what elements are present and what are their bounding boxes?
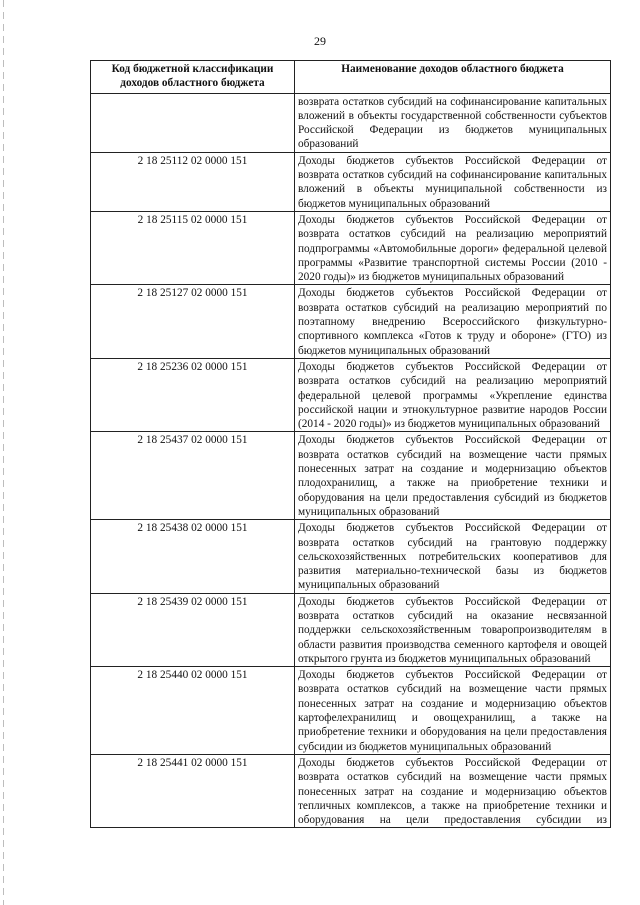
row-name: Доходы бюджетов субъектов Российской Федерации от возврата остатков субсидий на возмещение части прямых понесенных затрат на создание и модернизацию объектов картофелехранилищ и овощехранилищ, а также на приобретение техники и оборудования на цели предоставления субсидии из бюджетов муниципальных образований	[295, 667, 611, 755]
row-code: 2 18 25115 02 0000 151	[91, 211, 295, 284]
table-row	[91, 285, 611, 358]
row-name: Доходы бюджетов субъектов Российской Федерации от возврата остатков субсидий на грантовую поддержку сельскохозяйственных потребительских кооперативов для развития материально-технической базы из бюджетов муниципальных образований	[295, 520, 611, 593]
header-code: Код бюджетной классификации доходов областного бюджета	[91, 61, 295, 94]
table-row	[91, 358, 611, 431]
row-name: Доходы бюджетов субъектов Российской Федерации от возврата остатков субсидий на оказание несвязанной поддержки сельскохозяйственным товаропроизводителям в области развития производства семенного картофеля и овощей открытого грунта из бюджетов муниципальных образований	[295, 593, 611, 666]
row-name: возврата остатков субсидий на софинансирование капитальных вложений в объекты государственной собственности субъектов Российской Федерации из бюджетов муниципальных образований	[295, 93, 611, 152]
row-code: 2 18 25112 02 0000 151	[91, 152, 295, 211]
row-code: 2 18 25441 02 0000 151	[91, 754, 295, 827]
row-name: Доходы бюджетов субъектов Российской Федерации от возврата остатков субсидий на софинансирование капитальных вложений в объекты муниципальной собственности из бюджетов муниципальных образований	[295, 152, 611, 211]
row-name: Доходы бюджетов субъектов Российской Федерации от возврата остатков субсидий на реализацию мероприятий по поэтапному внедрению Всероссийского физкультурно-спортивного комплекса «Готов к труду и обороне» (ГТО) из бюджетов муниципальных образований	[295, 285, 611, 358]
table-row	[91, 667, 611, 755]
row-name: Доходы бюджетов субъектов Российской Федерации от возврата остатков субсидий на реализацию мероприятий федеральной целевой программы «Укрепление единства российской нации и этнокультурное развитие народов России (2014 - 2020 годы)» из бюджетов муниципальных образований	[295, 358, 611, 431]
header-name: Наименование доходов областного бюджета	[295, 61, 611, 94]
row-code: 2 18 25127 02 0000 151	[91, 285, 295, 358]
row-name: Доходы бюджетов субъектов Российской Федерации от возврата остатков субсидий на возмещение части прямых понесенных затрат на создание и модернизацию объектов тепличных комплексов, а также на приобретение техники и оборудования на цели предоставления субсидии из	[295, 754, 611, 827]
table-row	[91, 432, 611, 520]
row-code: 2 18 25236 02 0000 151	[91, 358, 295, 431]
row-code	[91, 93, 295, 152]
table-row	[91, 754, 611, 827]
page-number: 29	[314, 34, 326, 48]
row-code: 2 18 25437 02 0000 151	[91, 432, 295, 520]
table-row	[91, 93, 611, 152]
budget-classification-table	[90, 60, 611, 828]
row-code: 2 18 25439 02 0000 151	[91, 593, 295, 666]
row-name: Доходы бюджетов субъектов Российской Федерации от возврата остатков субсидий на возмещение части прямых понесенных затрат на создание и модернизацию объектов плодохранилищ, а также на приобретение техники и оборудования на цели предоставления субсидий из бюджетов муниципальных образований	[295, 432, 611, 520]
row-code: 2 18 25438 02 0000 151	[91, 520, 295, 593]
table-header-row	[91, 61, 611, 94]
table-row	[91, 593, 611, 666]
table-row	[91, 211, 611, 284]
row-code: 2 18 25440 02 0000 151	[91, 667, 295, 755]
row-name: Доходы бюджетов субъектов Российской Федерации от возврата остатков субсидий на реализацию мероприятий подпрограммы «Автомобильные дороги» федеральной целевой программы «Развитие транспортной системы России (2010 - 2020 годы)» из бюджетов муниципальных образований	[295, 211, 611, 284]
table-row	[91, 520, 611, 593]
table-row	[91, 152, 611, 211]
scan-edge	[3, 0, 4, 905]
